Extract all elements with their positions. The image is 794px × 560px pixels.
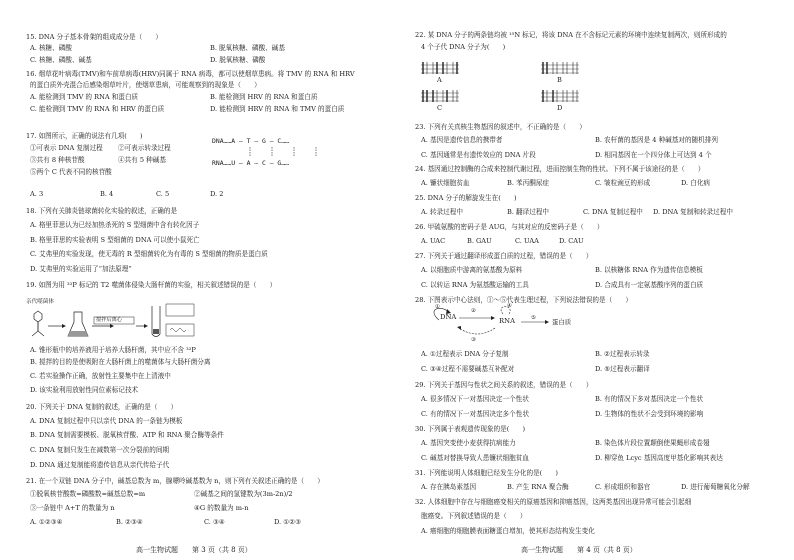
q31-stem: 31. 下列能说明人体细胞已经发生分化的是( )	[415, 469, 559, 477]
q28-option-d: D. ⑤过程表示翻译	[595, 365, 650, 373]
q28-n4: ④	[507, 303, 512, 309]
q17-option-c: C. 5	[156, 190, 170, 198]
q17-rna-strand: RNA……U — A — C — G……	[212, 159, 289, 167]
q32-option-a: A. 癌细胞的细胞膜表面糖蛋白增加，使其形态结构发生变化	[421, 527, 595, 535]
q15-stem: 15. DNA 分子基本骨架的组成成分是（ ）	[26, 33, 162, 41]
q17-option-d: D. 2	[210, 190, 224, 198]
q28-n3: ③	[471, 337, 476, 343]
q31-option-a: A. 存在胰岛素基因	[421, 483, 477, 491]
q23-option-d: D. 相同基因在一个四分体上可达到 4 个	[595, 151, 712, 159]
q15-option-d: D. 脱氧核糖、磷酸	[210, 56, 266, 64]
supernatant-box	[166, 304, 194, 316]
q22-option-b-diagram	[541, 62, 579, 74]
q31-option-b: B. 产生 RNA 聚合酶	[507, 483, 569, 491]
q27-option-c: C. 以转运 RNA 为氨基酸运输的工具	[421, 281, 529, 289]
q18-option-d: D. 艾弗里的实验运用了“加法原理”	[30, 265, 132, 273]
q27-option-d: D. 合成具有一定氨基酸序列的蛋白质	[595, 281, 704, 289]
q20-option-d: D. DNA 通过复制能将遗传信息从亲代传给子代	[30, 461, 170, 469]
q25-option-d: D. DNA 复制和转录过程中	[653, 208, 733, 216]
q17-stem: 17. 如图所示，正确的说法有几项( )	[26, 132, 143, 140]
q26-option-c: C. UAA	[515, 237, 539, 245]
q20-option-b: B. DNA 复制需要模板、脱氧核苷酸、ATP 和 RNA 聚合酶等条件	[30, 431, 224, 439]
q24-stem: 24. 基因通过控制酶的合成来控制代谢过程，进而控制生物的性状。下列不属于该途径的是（ ）	[415, 165, 705, 173]
q22-option-a-diagram	[421, 62, 459, 74]
q18-option-a: A. 格里菲思认为已经加热杀死的 S 型细菌中含有转化因子	[30, 221, 200, 229]
q17-pairing-lines	[244, 146, 344, 158]
q28-n5: ⑤	[531, 315, 536, 321]
q24-option-b: B. 苯丙酮尿症	[507, 179, 550, 187]
q18-stem: 18. 下列有关肺炎链球菌转化实验的叙述，正确的是	[26, 207, 178, 215]
q22-label-d: D	[557, 104, 563, 112]
q22-dna-diagram	[419, 54, 649, 114]
q17-option-b: B. 4	[100, 190, 114, 198]
q15-option-a: A. 核糖、磷酸	[30, 44, 72, 52]
q24-option-c: C. 皱粒豌豆的形成	[595, 179, 651, 187]
q18-option-c: C. 艾弗里的实验发现，使无毒的 R 型细菌转化为有毒的 S 型细菌的物质是蛋白质	[30, 250, 268, 258]
q21-item-4: ④G 的数量为 m-n	[194, 504, 249, 512]
q28-rna: RNA	[499, 317, 515, 325]
q23-option-a: A. 基因是遗传信息的携带者	[421, 136, 503, 144]
q19-option-b: B. 搅拌的目的是使吸附在大肠杆菌上的噬菌体与大肠杆菌分离	[30, 358, 211, 366]
q17-item-4: ④共有 5 种碱基	[118, 156, 166, 164]
q31-option-c: C. 形成组织和器官	[595, 483, 651, 491]
q30-option-c: C. 碱基对替换导致人患镰状细胞贫血	[421, 454, 529, 462]
test-tube-icon	[152, 306, 160, 337]
q16-option-b: B. 能检测到 HRV 的 RNA 和蛋白质	[210, 93, 318, 101]
q30-option-a: A. 基因突变使小麦获得抗病能力	[421, 439, 516, 447]
q26-option-a: A. UAC	[421, 237, 446, 245]
q16-option-d: D. 能检测到 HRV 的 RNA 和 TMV 的蛋白质	[210, 105, 345, 113]
q17-item-1: ①可表示 DNA 复制过程	[30, 144, 103, 152]
q22-stem-line2: 4 个子代 DNA 分子为( )	[421, 43, 506, 51]
q21-item-1: ①脱氧核苷酸数=磷酸数=碱基总数=m	[30, 490, 146, 498]
q27-option-a: A. 以细胞质中游离的氨基酸为原料	[421, 266, 523, 274]
q30-option-d: D. 柳穿鱼 Lcyc 基因高度甲基化影响其表达	[595, 454, 723, 462]
q30-stem: 30. 下列属于表观遗传现象的是( )	[415, 425, 526, 433]
q28-n1: ①	[435, 304, 440, 310]
q31-option-d: D. 进行葡萄糖氧化分解	[681, 483, 750, 491]
flask-icon	[68, 312, 88, 336]
q21-option-b: B. ②③④	[116, 518, 143, 526]
q17-item-2: ②可表示转录过程	[118, 144, 171, 152]
q21-option-c: C. ③④	[204, 518, 225, 526]
q16-stem-line2: 的蛋白质外壳混合后感染烟草叶片，使烟草患病，可能观察到的现象是（ ）	[30, 81, 261, 89]
q28-option-b: B. ②过程表示转录	[595, 350, 650, 358]
q32-stem-line1: 32. 人体细胞中存在与细胞癌变相关的原癌基因和抑癌基因，这两类基因出现异常可能会引起细	[415, 498, 692, 506]
q32-stem-line2: 胞癌变。下列叙述错误的是（ ）	[421, 512, 527, 520]
q27-option-b: B. 以核糖体 RNA 作为遗传信息模板	[595, 266, 703, 274]
q23-stem: 23. 下列有关真核生物基因的叙述中，不正确的是（ ）	[415, 123, 586, 131]
q29-option-b: B. 有的情况下多对基因决定一个性状	[595, 395, 703, 403]
q21-option-d: D. ①②③	[274, 518, 301, 526]
page-4-footer: 高一生物试题 第 4 页（共 8 页）	[521, 546, 637, 554]
q16-option-a: A. 能检测到 TMV 的 RNA 和蛋白质	[30, 93, 139, 101]
q25-option-b: B. 翻译过程中	[507, 208, 550, 216]
q28-dna: DNA	[440, 313, 457, 321]
q19-stem: 19. 如图为用 ³²P 标记的 T2 噬菌体侵染大肠杆菌的实验，相关叙述错误的是（ ）	[26, 281, 277, 289]
q16-stem-line1: 16. 烟草花叶病毒(TMV)和车前草病毒(HRV)同属于 RNA 病毒，都可以使烟草患病。将 TMV 的 RNA 和 HRV	[26, 70, 355, 78]
page-3-footer: 高一生物试题 第 3 页（共 8 页）	[136, 546, 252, 554]
q22-option-c-diagram	[421, 90, 459, 102]
q15-option-b: B. 脱氧核糖、磷酸、碱基	[210, 44, 285, 52]
q29-option-a: A. 很多情况下一对基因决定一个性状	[421, 395, 529, 403]
q22-label-a: A	[437, 76, 442, 84]
q17-item-5: ⑤两个 C 代表不同的核苷酸	[30, 168, 112, 176]
q30-option-b: B. 染色体片段位置颠倒使果蝇形成卷翅	[595, 439, 710, 447]
q26-option-d: D. CAU	[559, 237, 584, 245]
q21-stem: 21. 在一个双链 DNA 分子中，碱基总数为 m，腺嘌呤碱基数为 n，则下列有关叙述正确的是（ ）	[26, 477, 324, 485]
q25-option-c: C. DNA 复制过程中	[583, 208, 643, 216]
q19-option-d: D. 该实验利用放射性同位素标记技术	[30, 386, 139, 394]
q15-option-c: C. 核糖、磷酸、碱基	[30, 56, 92, 64]
q22-label-b: B	[557, 76, 562, 84]
q27-stem: 27. 下列关于通过翻译形成蛋白质的过程，错误的是（ ）	[415, 252, 593, 260]
q26-stem: 26. 甲硫氨酸的密码子是 AUG，与其对应的反密码子是（ ）	[415, 223, 604, 231]
q21-item-2: ②碱基之间的氢键数为(3m-2n)/2	[194, 490, 293, 498]
q23-option-c: C. 基因通常是有遗传效应的 DNA 片段	[421, 151, 536, 159]
q19-label-phage: 亲代噬菌体	[26, 299, 54, 305]
reverse-transcription-arrow	[459, 328, 495, 334]
q22-option-d-diagram	[541, 90, 579, 102]
q20-stem: 20. 下列关于 DNA 复制的叙述，正确的是（ ）	[26, 403, 178, 411]
phage-icon	[32, 311, 44, 336]
q19-label-centrifuge: 搅拌后离心	[96, 317, 122, 323]
q25-stem: 25. DNA 分子的解旋发生在( )	[415, 194, 517, 202]
q24-option-d: D. 白化病	[681, 179, 711, 187]
q23-option-b: B. 农杆菌的基因是 4 种碱基对的随机排列	[595, 136, 718, 144]
q17-dna-strand: DNA……A — T — G — C……	[212, 137, 289, 145]
q20-option-c: C. DNA 复制只发生在减数第一次分裂前的间期	[30, 446, 170, 454]
q17-item-3: ③共有 8 种核苷酸	[30, 156, 85, 164]
q22-stem-line1: 22. 某 DNA 分子的两条链均被 ¹⁵N 标记，将该 DNA 在不含标记元素的环境中连续复制两次，则所形成的	[415, 31, 727, 39]
q20-option-a: A. DNA 复制过程中只以亲代 DNA 的一条链为模板	[30, 417, 183, 425]
q21-item-3: ③一条链中 A+T 的数量为 n	[30, 504, 115, 512]
page-4	[397, 0, 794, 560]
q16-option-c: C. 能检测到 TMV 的 RNA 和 HRV 的蛋白质	[30, 105, 165, 113]
q29-option-d: D. 生物体的性状不会受到环境的影响	[595, 410, 704, 418]
q28-protein: 蛋白质	[552, 318, 572, 326]
q19-option-a: A. 锥形瓶中的培养液用于培养大肠杆菌，其中应不含 ³²P	[30, 346, 196, 354]
q22-label-c: C	[437, 104, 443, 112]
q28-stem: 28. 下图表示中心法则，①～⑤代表生理过程，下列说法错误的是（ ）	[415, 296, 632, 304]
q28-option-a: A. ①过程表示 DNA 分子复制	[421, 350, 509, 358]
q21-option-a: A. ①②③④	[30, 518, 63, 526]
q26-option-b: B. GAU	[467, 237, 492, 245]
q18-option-b: B. 格里菲思的实验表明 S 型细菌的 DNA 可以使小鼠死亡	[30, 236, 200, 244]
q28-option-c: C. ③④过程不需要碱基互补配对	[421, 365, 515, 373]
q17-option-a: A. 3	[30, 190, 44, 198]
q25-option-a: A. 转录过程中	[421, 208, 463, 216]
q29-stem: 29. 下列关于基因与性状之间关系的叙述，错误的是（ ）	[415, 381, 593, 389]
q24-option-a: A. 镰状细胞贫血	[421, 179, 470, 187]
q29-option-c: C. 有的情况下一对基因决定多个性状	[421, 410, 529, 418]
q28-n2: ②	[471, 308, 476, 314]
q19-option-c: C. 若实验操作正确，放射性主要集中在上清液中	[30, 372, 171, 380]
